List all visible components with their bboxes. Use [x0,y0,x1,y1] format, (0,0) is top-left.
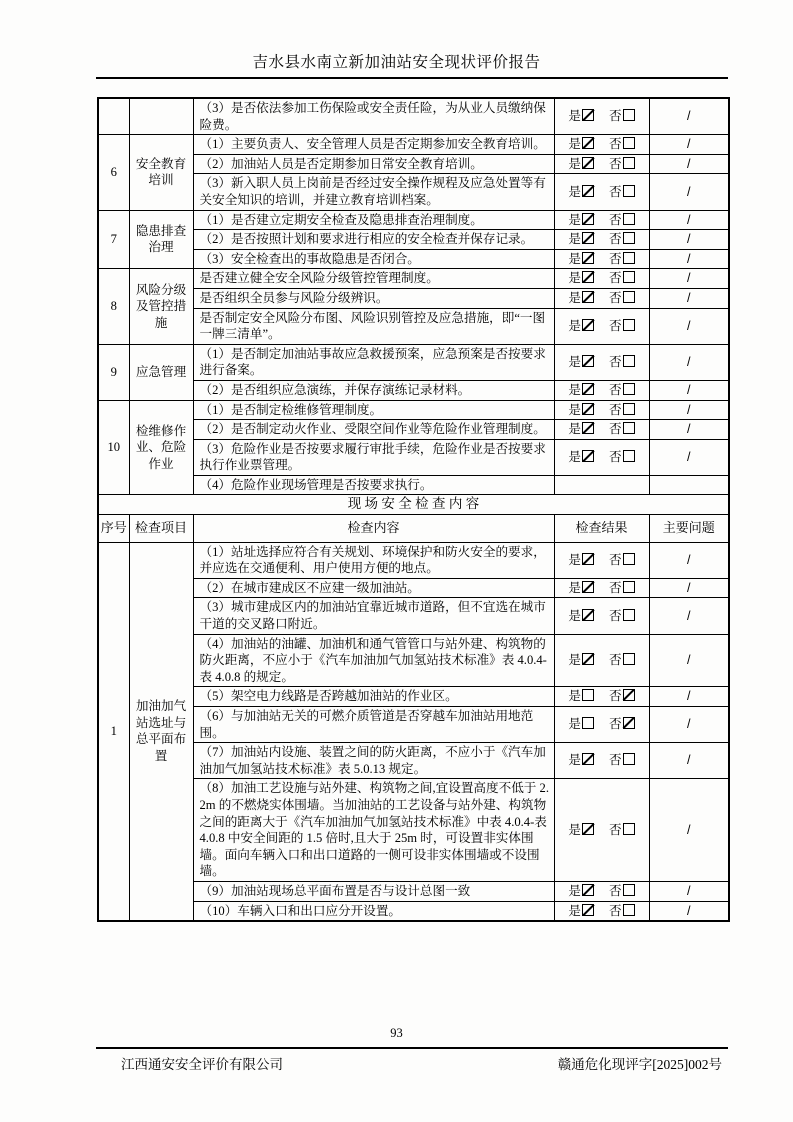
yes-checkbox [582,884,594,896]
result-cell [554,881,649,901]
inspection-item-cell: 加油加气站选址与总平面布置 [129,542,193,921]
result-cell [554,98,649,135]
no-checkbox [623,884,635,896]
table-row [98,154,729,174]
column-header: 主要问题 [649,515,729,543]
inspection-item-cell: 隐患排查治理 [129,210,193,269]
no-checkbox [623,355,635,367]
no-checkbox [623,581,635,593]
yes-checkbox [582,213,594,225]
yes-checkbox [582,609,594,621]
table-row [98,634,729,687]
no-label: 否 [609,137,622,152]
result-cell [554,400,649,420]
problem-cell: / [649,881,729,901]
problem-cell: / [649,210,729,230]
inspection-content-cell: （2）是否按照计划和要求进行相应的安全检查并保存记录。 [193,230,554,250]
yes-checkbox [582,291,594,303]
yes-label: 是 [568,580,581,595]
result-cell [554,135,649,155]
yes-checkbox [582,271,594,283]
no-checkbox [623,319,635,331]
problem-cell: / [649,687,729,707]
table-row [98,475,729,495]
result-cell [554,344,649,380]
yes-checkbox [582,252,594,264]
table-row [98,249,729,269]
problem-cell: / [649,269,729,289]
no-checkbox [623,753,635,765]
yes-checkbox [582,823,594,835]
inspection-content-cell: （3）安全检查出的事故隐患是否闭合。 [193,249,554,269]
no-label: 否 [609,717,622,732]
header-rule [96,77,728,79]
no-checkbox [623,383,635,395]
inspection-content-cell: （1）是否建立定期安全检查及隐患排查治理制度。 [193,210,554,230]
yes-label: 是 [568,753,581,768]
yes-checkbox [582,904,594,916]
inspection-content-cell: （6）与加油站无关的可燃介质管道是否穿越车加油站用地范围。 [193,707,554,743]
yes-label: 是 [568,290,581,305]
yes-checkbox [582,717,594,729]
column-header: 检查内容 [193,515,554,543]
inspection-content-cell: （7）加油站内设施、装置之间的防火距离，不应小于《汽车加油加气加氢站技术标准》表 5.0.13 规定。 [193,743,554,779]
footer-doc-number: 赣通危化现评字[2025]002号 [557,1057,722,1072]
table-row [98,308,729,344]
inspection-content-cell: （3）是否依法参加工伤保险或安全责任险，为从业人员缴纳保险费。 [193,98,554,135]
yes-label: 是 [568,422,581,437]
result-cell [554,420,649,440]
serial-number-cell: 1 [98,542,129,921]
problem-cell: / [649,230,729,250]
result-cell [554,249,649,269]
problem-cell: / [649,901,729,921]
yes-checkbox [582,232,594,244]
inspection-content-cell: （3）新入职人员上岗前是否经过安全操作规程及应急处置等有关安全知识的培训，并建立教育培训档案。 [193,174,554,210]
no-label: 否 [609,580,622,595]
inspection-content-cell: （2）在城市建成区不应建一级加油站。 [193,578,554,598]
table-row [98,901,729,921]
result-cell [554,634,649,687]
no-label: 否 [609,109,622,124]
no-label: 否 [609,251,622,266]
inspection-item-cell: 安全教育培训 [129,135,193,210]
table-row [98,98,729,135]
yes-checkbox [582,157,594,169]
yes-label: 是 [568,689,581,704]
no-label: 否 [609,449,622,464]
inspection-content-cell: （4）加油站的油罐、加油机和通气管管口与站外建、构筑物的防火距离，不应小于《汽车加油加气加氢站技术标准》表 4.0.4-表 4.0.8 的规定。 [193,634,554,687]
inspection-content-cell: （3）危险作业是否按要求履行审批手续，危险作业是否按要求执行作业票管理。 [193,439,554,475]
table-row [98,135,729,155]
inspection-item-cell [129,98,193,135]
yes-label: 是 [568,251,581,266]
no-checkbox [623,252,635,264]
result-cell [554,687,649,707]
yes-checkbox [582,653,594,665]
no-checkbox [623,553,635,565]
table-row [98,439,729,475]
section-title: 现 场 安 全 检 查 内 容 [98,495,729,515]
result-cell [554,210,649,230]
problem-cell: / [649,135,729,155]
table-row [98,269,729,289]
yes-label: 是 [568,355,581,370]
no-checkbox [623,291,635,303]
problem-cell: / [649,598,729,634]
table-row [98,174,729,210]
table-row [98,707,729,743]
serial-number-cell [98,98,129,135]
inspection-content-cell: （1）是否制定加油站事故应急救援预案，应急预案是否按要求进行备案。 [193,344,554,380]
result-cell [554,230,649,250]
inspection-content-cell: （8）加油工艺设施与站外建、构筑物之间,宜设置高度不低于 2.2m 的不燃烧实体围墙。当加油站的工艺设备与站外建、构筑物之间的距离大于《汽车加油加气加氢站技术标准》中表 4.0.4-表 4.0.8 中安全间距的 1.5 倍时,且大于 25m 时，可设置非实体围墙。面向车辆入口和出口道路的一侧可设非实体围墙或不设围墙。 [193,779,554,882]
table-row [98,380,729,400]
no-label: 否 [609,653,622,668]
problem-cell: / [649,98,729,135]
result-cell [554,288,649,308]
inspection-item-cell: 检维修作业、危险作业 [129,400,193,495]
yes-label: 是 [568,608,581,623]
problem-cell: / [649,420,729,440]
no-checkbox [623,450,635,462]
yes-checkbox [582,185,594,197]
table-row [98,230,729,250]
yes-label: 是 [568,653,581,668]
table-row [98,210,729,230]
result-cell [554,707,649,743]
inspection-content-cell: （1）主要负责人、安全管理人员是否定期参加安全教育培训。 [193,135,554,155]
result-cell [554,174,649,210]
table-row [98,598,729,634]
yes-label: 是 [568,717,581,732]
result-cell [554,542,649,578]
table-row [98,687,729,707]
result-cell [554,779,649,882]
serial-number-cell: 9 [98,344,129,400]
no-label: 否 [609,355,622,370]
result-cell [554,380,649,400]
result-cell [554,743,649,779]
no-checkbox [623,823,635,835]
footer-company: 江西通安安全评价有限公司 [121,1057,283,1072]
yes-label: 是 [568,382,581,397]
no-checkbox [623,717,635,729]
page-number: 93 [390,1026,403,1040]
no-checkbox [623,653,635,665]
inspection-content-cell: 是否建立健全安全风险分级管控管理制度。 [193,269,554,289]
inspection-content-cell: （9）加油站现场总平面布置是否与设计总图一致 [193,881,554,901]
no-label: 否 [609,382,622,397]
problem-cell: / [649,542,729,578]
table-row [98,344,729,380]
table-row [98,578,729,598]
result-cell [554,308,649,344]
problem-cell: / [649,400,729,420]
problem-cell: / [649,380,729,400]
no-checkbox [623,137,635,149]
no-checkbox [623,689,635,701]
yes-label: 是 [568,212,581,227]
problem-cell: / [649,308,729,344]
inspection-content-cell: 是否制定安全风险分布图、风险识别管控及应急措施，即“一图一牌三清单”。 [193,308,554,344]
yes-checkbox [582,319,594,331]
inspection-content-cell: （4）危险作业现场管理是否按要求执行。 [193,475,554,495]
no-checkbox [623,422,635,434]
column-header-row [98,515,729,543]
table-row [98,743,729,779]
yes-label: 是 [568,109,581,124]
column-header: 序号 [98,515,129,543]
inspection-content-cell: （2）是否组织应急演练，并保存演练记录材料。 [193,380,554,400]
no-label: 否 [609,318,622,333]
result-cell [554,475,649,495]
no-checkbox [623,157,635,169]
problem-cell: / [649,249,729,269]
table-row [98,400,729,420]
column-header: 检查项目 [129,515,193,543]
inspection-content-cell: （5）架空电力线路是否跨越加油站的作业区。 [193,687,554,707]
inspection-content-cell: 是否组织全员参与风险分级辨识。 [193,288,554,308]
inspection-item-cell: 应急管理 [129,344,193,400]
inspection-content-cell: （2）加油站人员是否定期参加日常安全教育培训。 [193,154,554,174]
serial-number-cell: 10 [98,400,129,495]
yes-label: 是 [568,137,581,152]
problem-cell [649,475,729,495]
no-checkbox [623,109,635,121]
no-checkbox [623,185,635,197]
result-cell [554,269,649,289]
yes-checkbox [582,403,594,415]
result-cell [554,154,649,174]
yes-label: 是 [568,318,581,333]
table-row [98,288,729,308]
section-title-row [98,495,729,515]
yes-checkbox [582,383,594,395]
no-label: 否 [609,232,622,247]
serial-number-cell: 7 [98,210,129,269]
yes-label: 是 [568,156,581,171]
inspection-content-cell: （2）是否制定动火作业、受限空间作业等危险作业管理制度。 [193,420,554,440]
yes-label: 是 [568,402,581,417]
serial-number-cell: 8 [98,269,129,344]
no-label: 否 [609,552,622,567]
inspection-content-cell: （10）车辆入口和出口应分开设置。 [193,901,554,921]
result-cell [554,439,649,475]
no-label: 否 [609,212,622,227]
no-label: 否 [609,903,622,918]
result-cell [554,901,649,921]
no-checkbox [623,271,635,283]
problem-cell: / [649,288,729,308]
yes-label: 是 [568,552,581,567]
problem-cell: / [649,174,729,210]
no-label: 否 [609,184,622,199]
no-checkbox [623,403,635,415]
no-label: 否 [609,402,622,417]
yes-label: 是 [568,184,581,199]
problem-cell: / [649,634,729,687]
inspection-content-cell: （1）是否制定检维修管理制度。 [193,400,554,420]
no-label: 否 [609,271,622,286]
result-cell [554,578,649,598]
page-title: 吉水县水南立新加油站安全现状评价报告 [252,54,541,71]
problem-cell: / [649,743,729,779]
yes-label: 是 [568,232,581,247]
yes-label: 是 [568,271,581,286]
problem-cell: / [649,779,729,882]
problem-cell: / [649,707,729,743]
no-label: 否 [609,422,622,437]
yes-label: 是 [568,883,581,898]
footer-rule [96,1047,728,1049]
yes-checkbox [582,355,594,367]
yes-checkbox [582,581,594,593]
inspection-content-cell: （1）站址选择应符合有关规划、环境保护和防火安全的要求，并应选在交通便利、用户使用方便的地点。 [193,542,554,578]
serial-number-cell: 6 [98,135,129,210]
yes-checkbox [582,689,594,701]
result-cell [554,598,649,634]
yes-checkbox [582,109,594,121]
no-label: 否 [609,883,622,898]
yes-checkbox [582,422,594,434]
inspection-item-cell: 风险分级及管控措施 [129,269,193,344]
table-row [98,542,729,578]
inspection-content-cell: （3）城市建成区内的加油站宜靠近城市道路，但不宜选在城市干道的交叉路口附近。 [193,598,554,634]
yes-label: 是 [568,449,581,464]
no-label: 否 [609,753,622,768]
problem-cell: / [649,344,729,380]
problem-cell: / [649,439,729,475]
table-row [98,779,729,882]
no-label: 否 [609,156,622,171]
problem-cell: / [649,578,729,598]
no-checkbox [623,904,635,916]
yes-checkbox [582,553,594,565]
problem-cell: / [649,154,729,174]
table-row [98,420,729,440]
no-checkbox [623,232,635,244]
yes-checkbox [582,137,594,149]
yes-label: 是 [568,822,581,837]
yes-label: 是 [568,903,581,918]
no-checkbox [623,213,635,225]
no-label: 否 [609,290,622,305]
yes-checkbox [582,450,594,462]
no-label: 否 [609,822,622,837]
no-label: 否 [609,608,622,623]
inspection-table [97,97,730,922]
column-header: 检查结果 [554,515,649,543]
no-label: 否 [609,689,622,704]
yes-checkbox [582,753,594,765]
no-checkbox [623,609,635,621]
table-container [97,97,728,922]
table-row [98,881,729,901]
